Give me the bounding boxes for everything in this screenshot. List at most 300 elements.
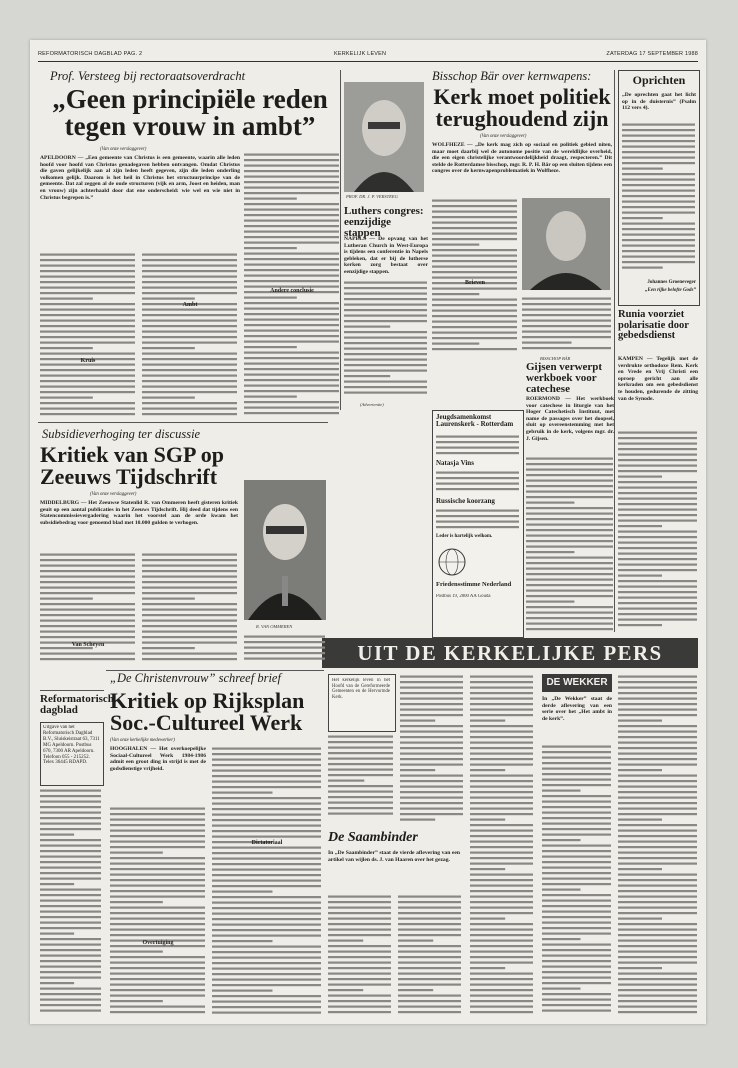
a4-headline-line2: Soc.-Cultureel Werk bbox=[110, 710, 303, 735]
pers-column-6 bbox=[542, 744, 612, 1016]
text-line bbox=[618, 934, 697, 936]
text-line bbox=[436, 477, 519, 479]
text-line bbox=[470, 698, 533, 700]
text-line bbox=[618, 945, 697, 947]
text-line bbox=[436, 441, 519, 443]
text-line bbox=[400, 769, 435, 771]
text-line bbox=[618, 492, 697, 494]
text-line bbox=[542, 933, 611, 935]
text-line bbox=[244, 187, 339, 189]
text-line bbox=[212, 781, 321, 783]
a4-subhead-overtuiging: Overtuiging bbox=[142, 940, 174, 946]
text-line bbox=[328, 978, 391, 980]
text-line bbox=[40, 828, 101, 830]
text-line bbox=[40, 795, 101, 797]
text-line bbox=[526, 458, 613, 460]
text-line bbox=[110, 819, 205, 821]
text-line bbox=[328, 912, 391, 914]
text-line bbox=[40, 889, 101, 891]
text-line bbox=[470, 934, 533, 936]
text-line bbox=[542, 790, 581, 792]
text-line bbox=[436, 447, 519, 449]
text-line bbox=[542, 867, 611, 869]
text-line bbox=[618, 676, 697, 678]
text-line bbox=[244, 258, 339, 260]
text-line bbox=[618, 758, 697, 760]
text-line bbox=[244, 269, 339, 271]
text-line bbox=[142, 413, 237, 415]
text-line bbox=[142, 402, 237, 404]
a4-column-2 bbox=[212, 746, 322, 1016]
text-line bbox=[618, 874, 697, 876]
text-line bbox=[328, 736, 393, 738]
text-line bbox=[522, 314, 611, 316]
text-line bbox=[212, 891, 273, 893]
text-line bbox=[328, 807, 393, 809]
text-line bbox=[618, 940, 697, 942]
text-line bbox=[212, 874, 321, 876]
text-line bbox=[344, 320, 427, 322]
a3-byline: (Van onze verslaggever) bbox=[90, 492, 137, 497]
text-line bbox=[212, 984, 321, 986]
text-lines-graphic bbox=[470, 674, 534, 1016]
text-line bbox=[244, 313, 339, 315]
text-line bbox=[470, 786, 533, 788]
text-line bbox=[328, 984, 391, 986]
text-line bbox=[622, 245, 695, 247]
text-line bbox=[622, 212, 695, 214]
text-line bbox=[432, 260, 517, 262]
text-line bbox=[618, 547, 697, 549]
text-line bbox=[142, 625, 237, 627]
text-line bbox=[618, 703, 697, 705]
text-lines-graphic bbox=[526, 456, 614, 632]
text-line bbox=[618, 465, 697, 467]
text-line bbox=[398, 1011, 461, 1013]
text-line bbox=[40, 391, 135, 393]
text-line bbox=[212, 836, 321, 838]
ad-topic-1: Natasja Vins bbox=[436, 459, 474, 467]
text-lines-graphic bbox=[398, 894, 462, 1016]
text-line bbox=[40, 971, 101, 973]
text-line bbox=[622, 179, 695, 181]
text-line bbox=[142, 581, 237, 583]
text-line bbox=[618, 481, 697, 483]
text-line bbox=[244, 214, 339, 216]
text-line bbox=[40, 413, 135, 415]
text-line bbox=[622, 190, 695, 192]
text-line bbox=[618, 989, 697, 991]
text-line bbox=[328, 945, 391, 947]
text-line bbox=[244, 297, 297, 299]
text-line bbox=[526, 474, 613, 476]
text-line bbox=[110, 852, 163, 854]
text-line bbox=[244, 176, 339, 178]
text-line bbox=[110, 978, 205, 980]
text-line bbox=[622, 228, 695, 230]
text-line bbox=[110, 879, 205, 881]
text-line bbox=[618, 951, 697, 953]
text-line bbox=[212, 863, 321, 865]
text-line bbox=[40, 966, 101, 968]
text-line bbox=[400, 736, 463, 738]
text-line bbox=[436, 521, 519, 523]
a1-subhead-ambt: Ambt bbox=[182, 302, 198, 308]
text-line bbox=[526, 573, 613, 575]
text-line bbox=[526, 540, 613, 542]
text-line bbox=[470, 918, 505, 920]
masthead-date: ZATERDAG 17 SEPTEMBER 1988 bbox=[606, 51, 698, 57]
photo2-caption: BISSCHOP BÄR bbox=[540, 356, 571, 361]
text-line bbox=[40, 559, 135, 561]
text-line bbox=[400, 681, 463, 683]
text-line bbox=[622, 267, 663, 269]
a1-column-3 bbox=[244, 152, 340, 417]
text-line bbox=[526, 469, 613, 471]
text-line bbox=[618, 863, 697, 865]
text-line bbox=[400, 786, 463, 788]
text-line bbox=[618, 841, 697, 843]
text-line bbox=[522, 303, 611, 305]
text-line bbox=[470, 802, 533, 804]
a1-headline-line2: tegen vrouw in ambt” bbox=[64, 111, 316, 141]
text-line bbox=[542, 999, 611, 1001]
text-line bbox=[400, 742, 463, 744]
text-line bbox=[470, 863, 533, 865]
text-line bbox=[522, 309, 611, 311]
text-line bbox=[470, 841, 533, 843]
text-line bbox=[40, 309, 135, 311]
text-line bbox=[618, 692, 697, 694]
text-line bbox=[344, 353, 427, 355]
text-line bbox=[40, 850, 101, 852]
ad-text-3 bbox=[436, 508, 520, 532]
gijsen-headline: Gijsen verwerpt werkboek voor catechese bbox=[526, 361, 603, 395]
text-line bbox=[110, 995, 205, 997]
text-line bbox=[110, 907, 205, 909]
text-line bbox=[244, 225, 339, 227]
text-line bbox=[526, 529, 613, 531]
text-line bbox=[344, 282, 427, 284]
text-line bbox=[542, 757, 611, 759]
text-line bbox=[212, 951, 321, 953]
text-line bbox=[400, 753, 463, 755]
text-line bbox=[542, 916, 611, 918]
text-line bbox=[618, 525, 662, 527]
text-line bbox=[244, 363, 339, 365]
pers-column-5 bbox=[470, 674, 534, 1016]
text-line bbox=[622, 234, 695, 236]
text-line bbox=[432, 315, 517, 317]
text-line bbox=[618, 775, 697, 777]
text-line bbox=[526, 617, 613, 619]
text-line bbox=[470, 989, 533, 991]
text-line bbox=[244, 192, 339, 194]
text-line bbox=[244, 253, 339, 255]
text-line bbox=[40, 1004, 101, 1006]
text-line bbox=[398, 989, 433, 991]
text-line bbox=[618, 797, 697, 799]
text-line bbox=[470, 725, 533, 727]
text-line bbox=[142, 559, 237, 561]
text-line bbox=[328, 907, 391, 909]
text-lines-graphic bbox=[400, 674, 464, 824]
text-line bbox=[344, 348, 427, 350]
text-line bbox=[398, 951, 461, 953]
oprichten-source: „Een rijke belofte Gods” bbox=[645, 288, 696, 293]
text-line bbox=[110, 956, 205, 958]
text-line bbox=[470, 736, 533, 738]
text-line bbox=[436, 515, 519, 517]
text-line bbox=[40, 812, 101, 814]
text-line bbox=[40, 314, 135, 316]
text-line bbox=[526, 606, 613, 608]
text-line bbox=[244, 636, 325, 638]
text-line bbox=[142, 270, 237, 272]
text-line bbox=[400, 780, 463, 782]
text-line bbox=[110, 934, 205, 936]
text-line bbox=[618, 907, 697, 909]
text-line bbox=[618, 454, 697, 456]
text-line bbox=[622, 250, 695, 252]
portrait-graphic bbox=[344, 82, 424, 192]
text-line bbox=[110, 929, 205, 931]
text-lines-graphic bbox=[618, 674, 698, 1016]
text-line bbox=[618, 967, 662, 969]
text-line bbox=[398, 940, 433, 942]
text-line bbox=[110, 857, 205, 859]
wekker-logo: DE WEKKER bbox=[542, 674, 612, 692]
text-line bbox=[142, 281, 237, 283]
text-line bbox=[526, 502, 574, 504]
text-line bbox=[542, 861, 611, 863]
text-line bbox=[542, 988, 581, 990]
runia-body bbox=[618, 430, 698, 632]
text-line bbox=[110, 890, 205, 892]
a3-lead: MIDDELBURG — Het Zeeuwse Statenlid R. van Ommeren heeft gisteren kritiek geuit op een aantal publicaties in het Zeeuws Tijdschrift. Hij deed dat tijdens een Statencommissievergadering waarin het voorstel aan de orde kwam het subsidiebedrag voor genoemd blad met 10.000 gulden te verhogen. bbox=[40, 500, 238, 526]
text-line bbox=[526, 513, 613, 515]
text-line bbox=[328, 752, 393, 754]
portrait-graphic bbox=[522, 198, 610, 290]
text-line bbox=[526, 628, 613, 630]
text-line bbox=[40, 554, 135, 556]
text-line bbox=[432, 277, 517, 279]
banner-text: UIT DE KERKELIJKE PERS bbox=[357, 641, 663, 665]
text-line bbox=[622, 140, 695, 142]
text-line bbox=[344, 287, 427, 289]
text-line bbox=[328, 951, 391, 953]
text-lines-graphic bbox=[212, 746, 322, 1016]
text-line bbox=[212, 759, 321, 761]
text-line bbox=[432, 299, 517, 301]
text-line bbox=[40, 631, 135, 633]
text-line bbox=[618, 780, 697, 782]
text-line bbox=[244, 390, 339, 392]
text-line bbox=[40, 254, 135, 256]
text-line bbox=[618, 503, 697, 505]
text-line bbox=[244, 181, 339, 183]
text-line bbox=[142, 254, 237, 256]
text-line bbox=[244, 319, 339, 321]
a3-column-2 bbox=[142, 552, 238, 664]
text-line bbox=[618, 896, 697, 898]
text-line bbox=[526, 463, 613, 465]
text-line bbox=[40, 900, 101, 902]
text-line bbox=[470, 703, 533, 705]
text-line bbox=[526, 551, 574, 553]
text-line bbox=[470, 797, 533, 799]
text-line bbox=[212, 852, 321, 854]
text-line bbox=[142, 325, 237, 327]
text-line bbox=[618, 509, 697, 511]
text-lines-graphic bbox=[436, 470, 520, 496]
text-line bbox=[212, 858, 321, 860]
text-line bbox=[142, 276, 237, 278]
text-line bbox=[622, 129, 695, 131]
text-line bbox=[40, 867, 101, 869]
text-line bbox=[542, 966, 611, 968]
text-line bbox=[40, 259, 135, 261]
text-line bbox=[470, 808, 533, 810]
text-line bbox=[142, 342, 237, 344]
text-line bbox=[40, 369, 135, 371]
text-line bbox=[40, 636, 135, 638]
text-lines-graphic bbox=[142, 552, 238, 664]
text-line bbox=[542, 922, 611, 924]
text-line bbox=[142, 292, 237, 294]
text-line bbox=[618, 753, 697, 755]
text-line bbox=[344, 337, 427, 339]
text-line bbox=[40, 570, 135, 572]
pers-column-3 bbox=[328, 894, 392, 1016]
text-line bbox=[40, 834, 74, 836]
a2-column-2 bbox=[522, 296, 612, 354]
text-line bbox=[522, 342, 572, 344]
text-line bbox=[526, 535, 613, 537]
text-line bbox=[40, 911, 101, 913]
text-line bbox=[328, 747, 393, 749]
text-line bbox=[400, 775, 463, 777]
a1-subhead-kruis: Kruis bbox=[80, 358, 96, 364]
a2-headline bbox=[432, 86, 612, 130]
text-line bbox=[542, 856, 611, 858]
text-line bbox=[110, 962, 205, 964]
text-line bbox=[618, 624, 662, 626]
text-line bbox=[618, 470, 697, 472]
text-line bbox=[212, 792, 273, 794]
text-line bbox=[110, 1006, 205, 1008]
text-line bbox=[142, 391, 237, 393]
text-line bbox=[400, 764, 463, 766]
text-line bbox=[344, 309, 427, 311]
text-line bbox=[618, 536, 697, 538]
text-line bbox=[622, 201, 695, 203]
text-line bbox=[618, 1011, 697, 1013]
text-line bbox=[244, 330, 339, 332]
text-line bbox=[40, 658, 135, 660]
text-line bbox=[110, 835, 205, 837]
text-line bbox=[526, 595, 613, 597]
text-line bbox=[244, 352, 339, 354]
text-line bbox=[344, 370, 427, 372]
text-line bbox=[398, 912, 461, 914]
text-line bbox=[142, 320, 237, 322]
text-line bbox=[400, 731, 463, 733]
text-line bbox=[542, 839, 581, 841]
text-line bbox=[470, 747, 533, 749]
text-line bbox=[142, 587, 237, 589]
text-line bbox=[344, 359, 427, 361]
a1-headline-line1: „Geen principiële reden bbox=[52, 84, 328, 114]
text-line bbox=[40, 292, 135, 294]
text-line bbox=[142, 609, 237, 611]
text-line bbox=[344, 304, 427, 306]
text-line bbox=[398, 962, 461, 964]
text-line bbox=[328, 967, 391, 969]
runia-lead: KAMPEN — Tegelijk met de verdrukte orthodoxe Rem. Kerk en Vrede en Vrij Christi een oproep gericht aan alle kerkraden om een gebedsdienst te houden, gedurende de zitting van de Synode. bbox=[618, 356, 698, 402]
text-line bbox=[142, 336, 237, 338]
text-line bbox=[244, 170, 339, 172]
text-line bbox=[40, 806, 101, 808]
text-line bbox=[470, 731, 533, 733]
text-line bbox=[328, 989, 363, 991]
masthead-left: REFORMATORISCH DAGBLAD PAG. 2 bbox=[38, 51, 143, 57]
text-lines-graphic bbox=[328, 894, 392, 1016]
text-line bbox=[618, 432, 697, 434]
text-line bbox=[110, 824, 205, 826]
text-line bbox=[470, 951, 533, 953]
text-line bbox=[244, 401, 339, 403]
text-line bbox=[618, 498, 697, 500]
text-line bbox=[542, 883, 611, 885]
text-line bbox=[244, 641, 325, 643]
text-line bbox=[328, 769, 393, 771]
text-line bbox=[470, 901, 533, 903]
a4-subhead-dictatoriaal: Dictatoriaal bbox=[251, 840, 283, 846]
luther-headline: Luthers congres: eenzijdige stappen bbox=[344, 205, 424, 239]
text-lines-graphic bbox=[344, 280, 428, 398]
text-line bbox=[522, 325, 611, 327]
text-line bbox=[470, 819, 505, 821]
text-line bbox=[470, 813, 533, 815]
text-line bbox=[618, 742, 697, 744]
text-line bbox=[328, 791, 393, 793]
text-line bbox=[470, 764, 533, 766]
text-lines-graphic bbox=[522, 296, 612, 354]
text-line bbox=[40, 922, 101, 924]
portrait-graphic bbox=[244, 480, 326, 620]
text-line bbox=[470, 709, 533, 711]
section-rule bbox=[106, 670, 324, 671]
pers-column-4 bbox=[398, 894, 462, 1016]
text-line bbox=[244, 275, 339, 277]
text-line bbox=[400, 709, 463, 711]
text-line bbox=[142, 620, 237, 622]
a1-column-1 bbox=[40, 252, 136, 417]
text-line bbox=[40, 839, 101, 841]
text-line bbox=[526, 584, 613, 586]
text-line bbox=[398, 896, 461, 898]
text-line bbox=[542, 878, 611, 880]
text-line bbox=[110, 984, 205, 986]
text-line bbox=[622, 195, 695, 197]
text-line bbox=[142, 647, 195, 649]
text-line bbox=[542, 938, 581, 940]
text-line bbox=[244, 346, 297, 348]
text-line bbox=[470, 824, 533, 826]
text-line bbox=[618, 868, 662, 870]
text-line bbox=[622, 162, 695, 164]
